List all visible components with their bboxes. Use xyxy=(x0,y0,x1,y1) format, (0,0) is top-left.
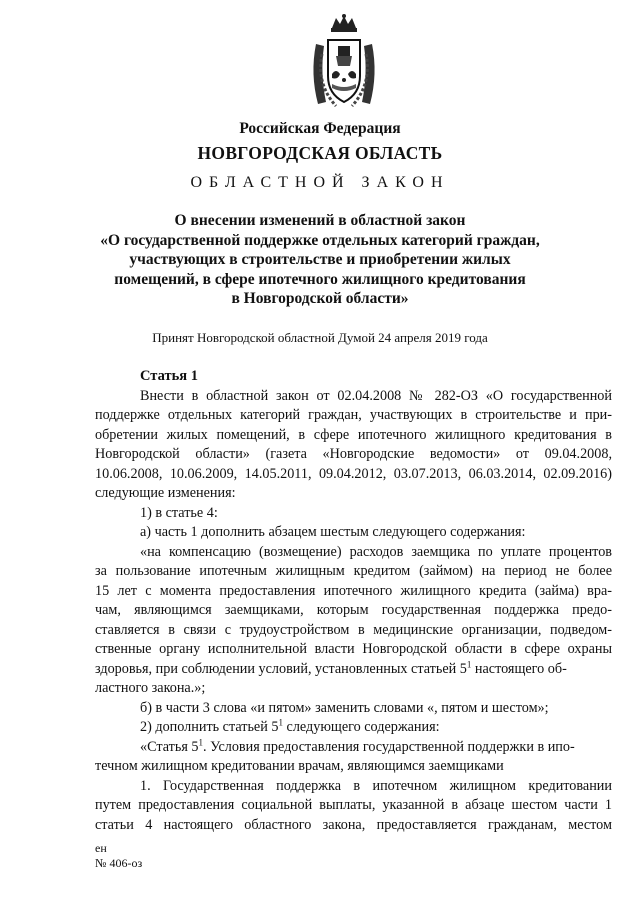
body-text: 2) дополнить статьей 5 xyxy=(140,719,279,735)
region-heading: НОВГОРОДСКАЯ ОБЛАСТЬ xyxy=(197,143,443,163)
body-line: обретении жилых помещений, в сфере ипотечного жилищного кредитования в xyxy=(95,426,612,443)
document-footer xyxy=(95,841,142,871)
federation-heading: Российская Федерация xyxy=(239,120,401,137)
title-line: «О государственной поддержке отдельных категорий граждан, xyxy=(100,231,540,249)
body-line: за пользование ипотечным жилищным кредитом (займом) на период не более xyxy=(95,563,612,579)
adoption-note: Принят Новгородской областной Думой 24 апреля 2019 года xyxy=(152,330,488,345)
body-line: ставляется в связи с трудоустройством в медицинские организации, подведом- xyxy=(95,621,612,638)
body-line: 15 лет с момента предоставления ипотечного жилищного кредита (займа) вра- xyxy=(95,582,612,599)
body-line: поддержке отдельных категорий граждан, участвующих в строительстве и при- xyxy=(95,407,612,423)
body-line: а) часть 1 дополнить абзацем шестым следующего содержания: xyxy=(140,524,526,540)
body-line: 1) в статье 4: xyxy=(140,504,218,521)
title-line: в Новгородской области» xyxy=(231,290,409,307)
body-line: б) в части 3 слова «и пятом» заменить словами «, пятом и шестом»; xyxy=(140,699,549,716)
body-line: 10.06.2008, 10.06.2009, 14.05.2011, 09.04.2012, 03.07.2013, 06.03.2014, 02.09.2016) xyxy=(95,465,612,482)
footer-number: № 406-оз xyxy=(95,856,143,870)
document-type: ОБЛАСТНОЙ ЗАКОН xyxy=(190,174,450,191)
body-text: здоровья, при соблюдении условий, установленных статьей 5 xyxy=(95,660,467,677)
title-line: помещений, в сфере ипотечного жилищного кредитования xyxy=(114,270,526,288)
article-heading: Статья 1 xyxy=(140,368,198,384)
body-line: ственные органу исполнительной власти Новгородской области в сфере охраны xyxy=(95,641,612,657)
body-line: «на компенсацию (возмещение) расходов заемщика по уплате процентов xyxy=(140,543,612,560)
body-line: 1. Государственная поддержка в ипотечном жилищном кредитовании xyxy=(140,777,612,794)
body-text: . Условия предоставления государственной поддержки в ипо- xyxy=(203,738,575,755)
body-line: Новгородской области» (газета «Новгородские ведомости» от 09.04.2008, xyxy=(95,446,612,462)
body-line: статьи 4 настоящего областного закона, предоставляется гражданам, местом xyxy=(95,816,612,833)
body-line: ластного закона.»; xyxy=(95,680,206,696)
body-text: настоящего об- xyxy=(471,660,567,677)
superscript: 1 xyxy=(198,736,204,747)
footer-initials: ен xyxy=(95,841,107,855)
title-line: участвующих в строительстве и приобретении жилых xyxy=(129,251,511,268)
law-title xyxy=(70,211,570,309)
body-line xyxy=(95,738,612,758)
superscript: 1 xyxy=(466,658,472,669)
body-line xyxy=(95,660,612,680)
title-line: О внесении изменений в областной закон xyxy=(174,212,466,229)
body-line xyxy=(95,718,612,738)
body-text: следующего содержания: xyxy=(282,719,440,735)
body-line: следующие изменения: xyxy=(95,485,236,501)
body-line: путем предоставления социальной выплаты, указанной в абзаце шестом части 1 xyxy=(95,797,612,813)
body-line: Внести в областной закон от 02.04.2008 № 282-ОЗ «О государственной xyxy=(140,387,612,404)
coat-of-arms-icon xyxy=(306,14,382,114)
body-line: чам, являющимся заемщиками, которым государственная поддержка предо- xyxy=(95,602,612,618)
body-text: «Статья 5 xyxy=(140,738,199,755)
law-body xyxy=(95,367,612,835)
superscript: 1 xyxy=(278,717,283,728)
body-line: течном жилищном кредитовании врачам, являющимся заемщиками xyxy=(95,758,504,774)
